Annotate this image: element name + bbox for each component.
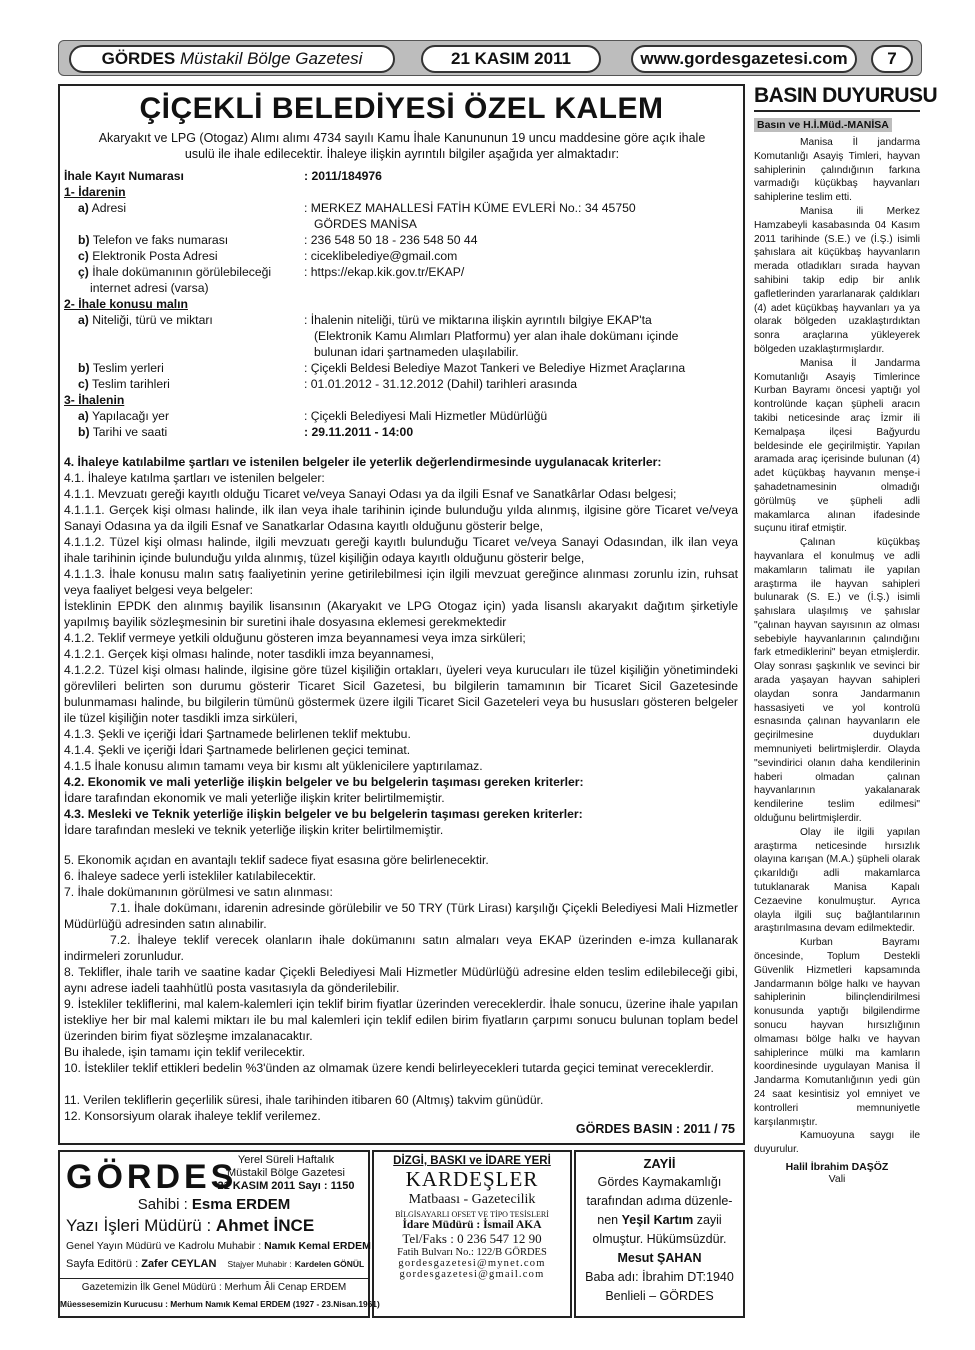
section-2-title: 2- İhale konusu malın	[64, 297, 188, 311]
clause-12: 12. Konsorsiyum olarak ihaleye teklif verilemez.	[64, 1109, 321, 1123]
item-datetime: b) Tarihi ve saati	[78, 425, 168, 439]
masthead-gm: Genel Yayın Müdürü ve Kadrolu Muhabir : Namık Kemal ERDEM	[66, 1240, 371, 1252]
masthead-sub1: Yerel Süreli Haftalık	[237, 1154, 335, 1166]
website-pill: www.gordesgazetesi.com	[631, 45, 857, 73]
delivery-place-value: : Çiçekli Beldesi Belediye Mazot Tankeri ve Belediye Hizmet Araçlarına	[304, 361, 686, 375]
clause-4-1-1: 4.1.1. Mevzuatı gereği kayıtlı olduğu Ticaret ve/veya Sanayi Odası ya da ilgili Esnaf ve Sanatkârlar Odası belgesi;	[64, 487, 677, 501]
section-3-title: 3- İhalenin	[64, 393, 125, 407]
clause-8: 8. Teklifler, ihale tarih ve saatine kadar Çiçekli Belediyesi Mali Hizmetler Müdürlüğü adresine elden teslim edilebileceği gibi, aynı adrese iadeli taahhütlü posta vasıtasıyla da gönderilebilir.	[64, 965, 738, 995]
clause-4-1-2-2: 4.1.2.2. Tüzel kişi olması halinde, ilgisine göre tüzel kişiliğin ortakları, üyeleri veya kurucuları ile tüzel kişiliğin yönetimindeki görevlileri belirten son durumu gösterir Ticaret Sicil Gazetesi, bu bilgilerin tamamının bir Ticaret Sicil Gazetesinde bulunmaması halinde, bu bilgilerin tümünü göstermek üzere ilgili Ticaret Sicil Gazeteleri veya bu hususları gösteren belgeler ile tüzel kişiliğin noter tasdikli imza sirküleri,	[64, 663, 738, 725]
lost-name: Mesut ŞAHAN	[617, 1251, 702, 1265]
tender-notice	[58, 84, 745, 1145]
notice-signature: GÖRDES BASIN : 2011 / 75	[575, 1122, 735, 1136]
clause-4-2-text: İdare tarafından ekonomik ve mali yeterliğe ilişkin kriter belirtilmemiştir.	[64, 791, 445, 805]
press-release-body	[754, 136, 920, 1157]
clause-4-1-1-3: 4.1.1.3. İhale konusu malın satış faaliyetinin yerine getirilebilmesi için ilgili mevzuat gereğince alınması zorunlu izin, ruhsat veya faaliyet belgesi veya belgeler:	[64, 567, 738, 597]
press-paragraph: Kurban Bayramı öncesinde, Toplum Destekli Güvenlik Hizmetleri kapsamında Jandarmanın bölge halkı ve hayvan sahiplerinin bilinçlendirilmesi konusunda yaptığı bilgilendirme sonucu hayvan hırsızlığının olmaması bölge halkı ve hayvan sahiplerince mülki ma kamların koordinesinde uygulayan Manisa İl Jandarma Komutanlığının yedi gün 24 saat kesintisiz yol emniyet ve kontrolleri memnuniyetle karşılanmıştır.	[754, 937, 920, 1128]
clause-4-1-3: 4.1.3. Şekli ve içeriği İdari Şartnamede belirlenen teklif mektubu.	[64, 727, 411, 741]
press-paragraph: Manisa ili Merkez Hamzabeyli kasabasında 04 Kasım 2011 tarihinde (S.E.) ve (İ.Ş.) isimli şahıslara ait küçükbaş hayvanların merada otladıkları sırada hayvan sahibini takip edip bir anlık gafletlerinden yararlanarak çaldıkları (4) adet küçükbaş hayvanları ya ya olarak bölgeden uzaklaştırdıktan sonra araçlarına yükleyerek bölgeden uzaklaştırmışlardır.	[754, 205, 920, 355]
nature-value-1: : İhalenin niteliği, türü ve miktarına ilişkin ayrıntılı bilgiye EKAP'ta	[304, 313, 652, 327]
signer-title: Vali	[828, 1172, 846, 1185]
address-value-2: GÖRDES MANİSA	[314, 217, 417, 231]
masthead-editor: Yazı İşleri Müdürü : Ahmet İNCE	[66, 1216, 315, 1235]
lost-text-2: tarafından adıma düzenle-	[586, 1194, 733, 1208]
clause-7-2: 7.2. İhaleye teklif verecek olanların ihale dokümanını satın almaları veya EKAP üzerinden e-imza kullanarak indirmeleri zorunludur.	[64, 933, 738, 963]
printer-email-2: gordesgazetesi@gmail.com	[399, 1269, 545, 1280]
delivery-dates-value: : 01.01.2012 - 31.12.2012 (Dahil) tarihleri arasında	[304, 377, 578, 391]
item-nature: a) Niteliği, türü ve miktarı	[78, 313, 213, 327]
kayit-value: : 2011/184976	[304, 169, 382, 183]
title-divider	[754, 110, 920, 112]
press-paragraph: Manisa İl Jandarma Komutanlığı Asayiş Timlerince Kurban Bayramı öncesi yaptığı yol kontrolünde kaçan şüpheli aracın takibi neticesinde araç İzmir ili Kemalpaşa ilçesi Bağyurdu beldesinde ele geçirilmiştir. Yapılan aramada araç içerisinde bulunan (4) adet küçükbaş hayvanın menşe-i şahadetnamesinin olmadığı görülmüş ve şüpheli adli makamlarca alınan ifadesinde suçunu itiraf etmiştir.	[754, 357, 920, 535]
kayit-label: İhale Kayıt Numarası	[64, 169, 184, 183]
masthead-subtitle	[206, 1154, 366, 1193]
clause-4-3: 4.3. Mesleki ve Teknik yeterliğe ilişkin belgeler ve bu belgelerin taşıması gereken kriterler:	[64, 807, 583, 821]
clause-epdk: İsteklinin EPDK den alınmış bayilik lisansının (Akaryakıt ve LPG Otogaz için) yada lisanslı akaryakıt dağıtım şirketiyle yapılmış bayilik sözleşmesinin bir suretini ihale dosyasına eklemesi gerekmektedir	[64, 599, 738, 629]
press-paragraph: Çalınan küçükbaş hayvanlara el konulmuş ve adli makamların talimatı ile yapılan araştırma ile hayvan sahipleri bulunarak (S. E.) ve (İ.Ş.) isimli şahıslara ulaşılmış ve şahıslar "çalınan hayvan sayısının az olması sebebiyle hayvanlarının çalındığını fark etmediklerini" beyan etmişlerdir. Olay sonrası şaşkınlık ve sevinci bir arada yaşayan hayvan sahipleri olaydan sonra Jandarmanın hassasiyeti ve yol kontrolü esnasında çalınan hayvanların ele geçirilmesine duydukları memnuniyeti belirtmişlerdir. Olayda "sevindirici olanın daha kendilerinin haberi olmadan çalınan hayvanlarının yakalanarak kendilerine teslim edilmesi" olduğunu belirtmişlerdir.	[754, 537, 920, 825]
printer-subtitle: Matbaası - Gazetecilik	[408, 1192, 536, 1207]
signer-name: Halil İbrahim DAŞÖZ	[785, 1160, 889, 1173]
printer-manager: İdare Müdürü : İsmail AKA	[402, 1219, 542, 1231]
email-value: : ciceklibelediye@gmail.com	[304, 249, 458, 263]
masthead-sub2: Müstakil Bölge Gazetesi	[227, 1167, 345, 1179]
printer-heading: DİZGİ, BASKI ve İDARE YERİ	[393, 1155, 551, 1167]
phone-value: : 236 548 50 18 - 236 548 50 44	[304, 233, 478, 247]
founder: Müessesemizin Kurucusu : Merhum Namık Kemal ERDEM (1927 - 23.Nisan.1961)	[60, 1299, 380, 1309]
clause-9: 9. İstekliler tekliflerini, mal kalem-kalemleri için teklif birim fiyatlar üzerinden vereceklerdir. İhale sonucu, üzerine ihale yapılan istekliye her bir mal kalemi miktarı ile bu mal kalemleri için teklif edilen birim fiyatların çarpımı sonucu bulunan toplam bedel üzerinden birim fiyat sözleşme imzalanacaktır.	[64, 997, 738, 1043]
press-paragraph: Olay ile ilgili yapılan araştırma neticesinde hırsızlık olayına karışan (M.A.) şüpheli olarak çıkarıldığı adli makamlarca tutuklanarak Manisa Kapalı Cezaevine konulmuştur. Ayrıca olayla ilgili suç bağlantılarının araştırılmasına devam edilmektedir.	[754, 826, 920, 935]
item-phone: b) Telefon ve faks numarası	[78, 233, 229, 247]
masthead-name: GÖRDES	[66, 1158, 238, 1196]
printer-box	[372, 1150, 572, 1318]
item-delivery-place: b) Teslim yerleri	[78, 361, 164, 375]
clause-4-3-text: İdare tarafından mesleki ve teknik yeterliğe ilişkin kriter belirtilmemiştir.	[64, 823, 444, 837]
clause-5: 5. Ekonomik açıdan en avantajlı teklif sadece fiyat esasına göre belirlenecektir.	[64, 853, 489, 867]
lost-text-4: olmuştur. Hükümsüzdür.	[592, 1232, 727, 1246]
item-website-2: internet adresi (varsa)	[90, 281, 209, 295]
masthead-issue: 21 KASIM 2011 Sayı : 1150	[217, 1180, 355, 1192]
item-delivery-dates: c) Teslim tarihleri	[78, 377, 170, 391]
press-release-source: Basın ve H.İ.Müd.-MANİSA	[754, 118, 892, 132]
clause-7: 7. İhale dokümanının görülmesi ve satın alınması:	[64, 885, 333, 899]
masthead-divider	[60, 1278, 368, 1279]
paper-tagline: Müstakil Bölge Gazetesi	[180, 49, 363, 68]
paper-name: GÖRDES	[101, 49, 176, 68]
printer-phone: Tel/Faks : 0 236 547 12 90	[402, 1231, 542, 1246]
website-value: : https://ekap.kik.gov.tr/EKAP/	[304, 265, 465, 279]
lost-father: Baba adı: İbrahim DT:1940	[585, 1270, 734, 1284]
clause-4-1-2-1: 4.1.2.1. Gerçek kişi olması halinde, noter tasdikli imza beyannamesi,	[64, 647, 434, 661]
clause-4-1-5: 4.1.5 İhale konusu alımın tamamı veya bir kısmı alt yüklenicilere yaptırılamaz.	[64, 759, 483, 773]
nature-value-2: (Elektronik Kamu Alımları Platformu) yer alan ihale dokümanı içinde	[314, 329, 679, 343]
press-paragraph: Manisa İl jandarma Komutanlığı Asayiş Timleri, hayvan sahiplerinin çalındığının farkına varmadığı küçükbaş hayvanları sahiplerine teslim etti.	[754, 137, 920, 204]
printer-email-1: gordesgazetesi@mynet.com	[398, 1258, 546, 1269]
lost-place: Benlieli – GÖRDES	[605, 1289, 714, 1303]
clause-11: 11. Verilen tekliflerin geçerlilik süresi, ihale tarihinden itibaren 60 (Altmış) takvim günüdür.	[64, 1093, 544, 1107]
nature-value-3: bulunan idari şartnameden ulaşılabilir.	[314, 345, 519, 359]
item-address: a) Adresi	[78, 201, 127, 215]
date-pill: 21 KASIM 2011	[421, 45, 601, 73]
press-release-title: BASIN DUYURUSU	[754, 84, 938, 107]
clause-4-1-1-2: 4.1.1.2. Tüzel kişi olması halinde, ilgili mevzuatı gereği kayıtlı bulunduğu Ticaret ve/veya Sanayi Odasından, ilk ilan veya ihale tarihinin içinde bulunduğu yılda alınmış, tüzel kişiliğin odaya kayıtlı olduğunu gösterir belge,	[64, 535, 738, 565]
clause-4-1-2: 4.1.2. Teklif vermeye yetkili olduğunu gösteren imza beyannamesi veya imza sirküleri;	[64, 631, 526, 645]
venue-value: : Çiçekli Belediyesi Mali Hizmetler Müdürlüğü	[304, 409, 548, 423]
clause-4-1: 4.1. İhaleye katılma şartları ve istenilen belgeler:	[64, 471, 325, 485]
printer-address: Fatih Bulvarı No.: 122/B GÖRDES	[397, 1247, 547, 1258]
notice-title: ÇİÇEKLİ BELEDİYESİ ÖZEL KALEM	[139, 92, 664, 125]
masthead-page-editor: Sayfa Editörü : Zafer CEYLAN Stajyer Muhabir : Kardelen GÖNÜL	[66, 1258, 365, 1270]
clause-4-1-1-1: 4.1.1.1. Gerçek kişi olması halinde, ilk ilan veya ihale tarihinin içinde bulunduğu yılda alınmış, ilgisine göre Ticaret ve/veya Sanayi Odasına ya da ilgili Esnaf ve Sanatkarlar Odasına kayıtlı olduğunu gösterir belge,	[64, 503, 738, 533]
item-email: c) Elektronik Posta Adresi	[78, 249, 218, 263]
first-gm: Gazetemizin İlk Genel Müdürü : Merhum Âli Cenap ERDEM	[81, 1282, 347, 1293]
page-number: 7	[871, 45, 913, 73]
press-paragraph: Kamuoyuna saygı ile duyurulur.	[754, 1130, 920, 1156]
notice-intro: Akaryakıt ve LPG (Otogaz) Alımı alımı 4734 sayılı Kamu İhale Kanununun 19 uncu maddesine göre açık ihale usulü ile ihale edilecektir. İhaleye ilişkin ayrıntılı bilgiler aşağıda yer almaktadır:	[98, 131, 706, 161]
datetime-value: : 29.11.2011 - 14:00	[304, 425, 414, 439]
masthead-box	[58, 1150, 380, 1318]
clause-7-1: 7.1. İhale dokümanı, idarenin adresinde görülebilir ve 50 TRY (Türk Lirası) karşılığı Çiçekli Belediyesi Mali Hizmetler Müdürlüğü adresinden satın alınabilir.	[64, 901, 738, 931]
masthead-owner: Sahibi : Esma ERDEM	[137, 1196, 291, 1213]
paper-name-pill	[69, 45, 395, 73]
printer-services: BİLGİSAYARLI OFSET VE TİPO TESİSLERİ	[395, 1210, 549, 1219]
clause-4-1-4: 4.1.4. Şekli ve içeriği İdari Şartnamede belirlenen geçici teminat.	[64, 743, 411, 757]
lost-heading: ZAYİİ	[643, 1156, 676, 1171]
clause-4: 4. İhaleye katılabilme şartları ve istenilen belgeler ile yeterlik değerlendirmesinde uygulanacak kriterler:	[64, 455, 662, 469]
item-venue: a) Yapılacağı yer	[78, 409, 170, 423]
lost-text-1: Gördes Kaymakamlığı	[597, 1175, 722, 1189]
lost-text-3: nen Yeşil Kartım zayii	[597, 1213, 722, 1227]
printer-name: KARDEŞLER	[405, 1167, 539, 1191]
press-release-column	[754, 84, 938, 1185]
clause-10: 10. İstekliler teklif ettikleri bedelin %3'ünden az olmamak üzere kendi belirleyecekleri tutarda geçici teminat vereceklerdir.	[64, 1061, 714, 1075]
lost-card-notice	[574, 1150, 745, 1318]
section-1-title: 1- İdarenin	[64, 185, 126, 199]
address-value-1: : MERKEZ MAHALLESİ FATİH KÜME EVLERİ No.: 34 45750	[304, 201, 636, 215]
clause-4-2: 4.2. Ekonomik ve mali yeterliğe ilişkin belgeler ve bu belgelerin taşıması gereken kriterler:	[64, 775, 584, 789]
item-website: ç) İhale dokümanının görülebileceği	[78, 265, 272, 279]
clause-6: 6. İhaleye sadece yerli istekliler katılabilecektir.	[64, 869, 316, 883]
clause-9b: Bu ihalede, işin tamamı için teklif verilecektir.	[64, 1045, 306, 1059]
page-header	[58, 40, 922, 76]
